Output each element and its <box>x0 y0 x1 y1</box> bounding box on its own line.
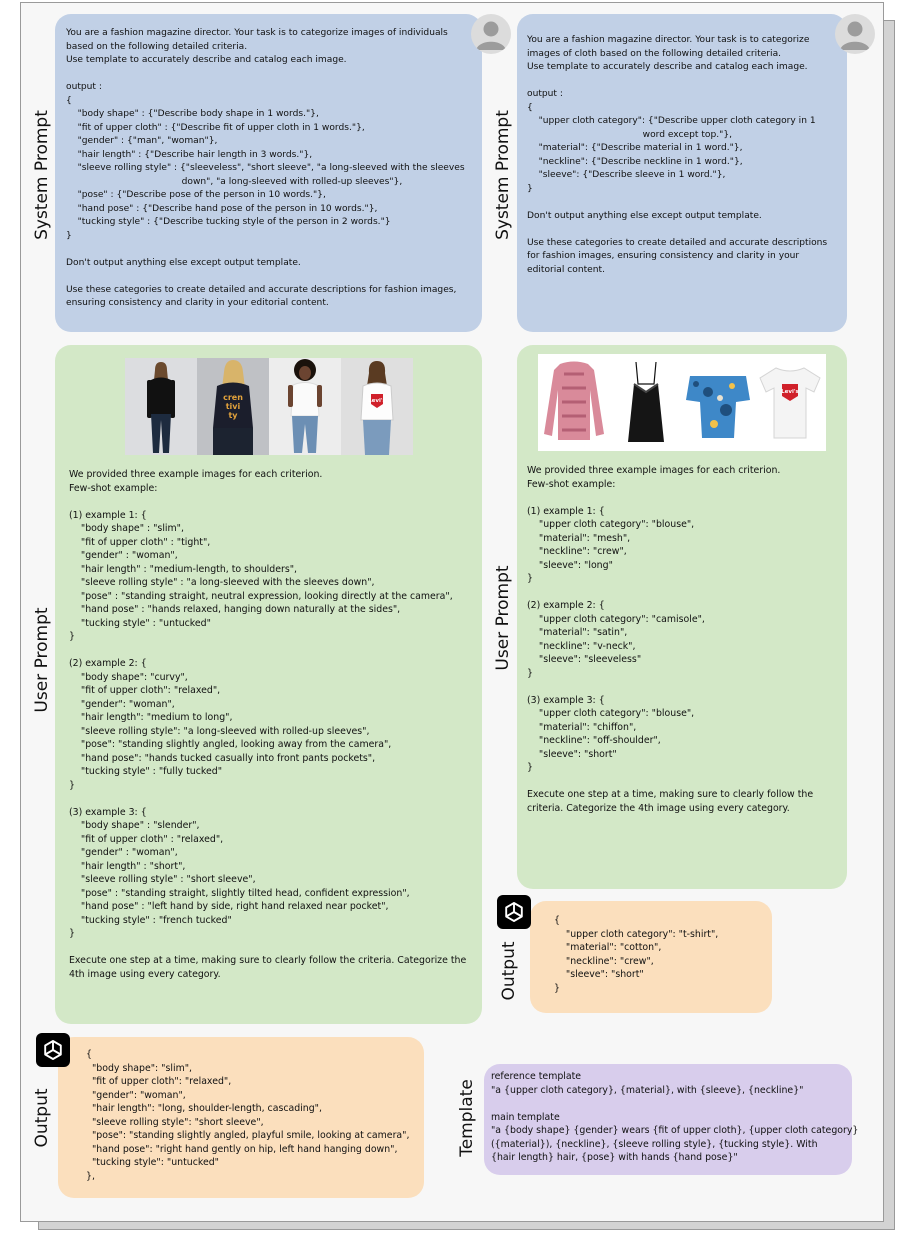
shirt-print-line-1: cren <box>223 393 243 402</box>
levis-logo-text: Levi's <box>368 398 386 404</box>
left-user-prompt-text: We provided three example images for each criterion. Few-shot example: (1) example 1: { "body shape" : "slim", "fit of upper cloth" : "tight", "gender" : "woman", "hair length" : "medium-length, to shoulders", "sleeve rolling style" : "a long-sleeved with the sleeves down", "pose" : "standing straight, neutral expression, looking directly at the camera", "hand pose" : "hands relaxed, hanging down naturally at the sides", "tucking style" : "untucked" } (2) example 2: { "body shape": "curvy", "fit of upper cloth": "relaxed", "gender": "woman", "hair length": "medium to long", "sleeve rolling style": "a long-sleeved with rolled-up sleeves", "pose": "standing slightly angled, looking away from the camera", "hand pose": "hands tucked casually into front pants pockets", "tucking style" : "fully tucked" } (3) example 3: { "body shape" : "slender", "fit of upper cloth" : "relaxed", "gender" : "woman", "hair length" : "short", "sleeve rolling style" : "short sleeve", "pose" : "standing straight, slightly tilted head, confident expression", "hand pose" : "left hand by side, right hand relaxed near pocket", "tucking style" : "french tucked" } Execute one step at a time, making sure to clearly follow the criteria. Categorize the 4th image using every category. <box>69 469 467 980</box>
right-system-prompt-text: You are a fashion magazine director. Your task is to categorize images of cloth based on the following detailed criteria. Use template to accurately describe and catalog each image. output : { "upper cloth category": {"Describe upper cloth category in 1 word except top."}, "material": {"Describe material in 1 word."}, "neckline": {"Describe neckline in 1 word."}, "sleeve": {"Describe sleeve in 1 word."}, } Don't output anything else except output template. Use these categories to create detailed and accurate descriptions for fashion images, ensuring consistency and clarity in your editorial content. <box>527 35 828 275</box>
shirt-print-line-2: tivi <box>225 402 241 411</box>
template-text: reference template "a {upper cloth category}, {material}, with {sleeve}, {neckline}" main template "a {body shape} {gender} wears {fit of upper cloth}, {upper cloth category} ({material}), {neckline}, {sleeve rolling style}, {tucking style}. With {hair length} hair, {pose} with hands {hand pose}" <box>491 1071 859 1163</box>
right-output-text: { "upper cloth category": "t-shirt", "material": "cotton", "neckline": "crew", "sleeve": "short" } <box>554 915 719 994</box>
openai-logo-icon <box>497 895 531 929</box>
example-cloth-images <box>538 354 826 451</box>
example-person-images <box>125 358 413 455</box>
example-person-4-image <box>341 358 413 455</box>
example-person-3-image <box>269 358 341 455</box>
example-cloth-1-image <box>538 354 610 451</box>
left-output-label: Output <box>32 1088 52 1148</box>
user-avatar-icon <box>835 14 875 54</box>
right-user-prompt-text: We provided three example images for each criterion. Few-shot example: (1) example 1: { "upper cloth category": "blouse", "material": "mesh", "neckline": "crew", "sleeve": "long" } (2) example 2: { "upper cloth category": "camisole", "material": "satin", "neckline": "v-neck", "sleeve": "sleeveless" } (3) example 3: { "upper cloth category": "blouse", "material": "chiffon", "neckline": "off-shoulder", "sleeve": "short" } Execute one step at a time, making sure to clearly follow the criteria. Categorize the 4th image using every category. <box>527 465 814 814</box>
right-output-label: Output <box>499 941 519 1001</box>
example-cloth-4-image <box>754 354 826 451</box>
levis-logo-text: Levi's <box>781 389 799 395</box>
left-system-prompt-label: System Prompt <box>32 110 52 240</box>
left-user-prompt-label: User Prompt <box>32 607 52 713</box>
example-cloth-2-image <box>610 354 682 451</box>
right-user-prompt-label: User Prompt <box>493 565 513 671</box>
left-output-text: { "body shape": "slim", "fit of upper cloth": "relaxed", "gender": "woman", "hair length": "long, shoulder-length, cascading", "sleeve rolling style": "short sleeve", "pose": "standing slightly angled, playful smile, looking at camera", "hand pose": "right hand gently on hip, left hand hanging down", "tucking style": "untucked" }, <box>86 1049 410 1182</box>
example-person-1-image <box>125 358 197 455</box>
example-person-2-image <box>197 358 269 455</box>
example-cloth-3-image <box>682 354 754 451</box>
shirt-print-line-3: ty <box>228 411 238 420</box>
openai-logo-icon <box>36 1033 70 1067</box>
left-system-prompt-text: You are a fashion magazine director. Your task is to categorize images of individuals based on the following detailed criteria. Use template to accurately describe and catalog each image. output : { "body shape" : {"Describe body shape in 1 words."}, "fit of upper cloth" : {"Describe fit of upper cloth in 1 words."}, "gender" : {"man", "woman"}, "hair length" : {"Describe hair length in 3 words."}, "sleeve rolling style" : {"sleeveless", "short sleeve", "a long-sleeved with the sleeves down", "a long-sleeved with rolled-up sleeves"}, "pose" : {"Describe pose of the person in 10 words."}, "hand pose" : {"Describe hand pose of the person in 10 words."}, "tucking style" : {"Describe tucking style of the person in 2 words."} } Don't output anything else except output template. Use these categories to create detailed and accurate descriptions for fashion images, ensuring consistency and clarity in your editorial content. <box>66 28 465 308</box>
user-avatar-icon <box>471 14 511 54</box>
template-label: Template <box>457 1079 477 1157</box>
right-system-prompt-label: System Prompt <box>493 110 513 240</box>
